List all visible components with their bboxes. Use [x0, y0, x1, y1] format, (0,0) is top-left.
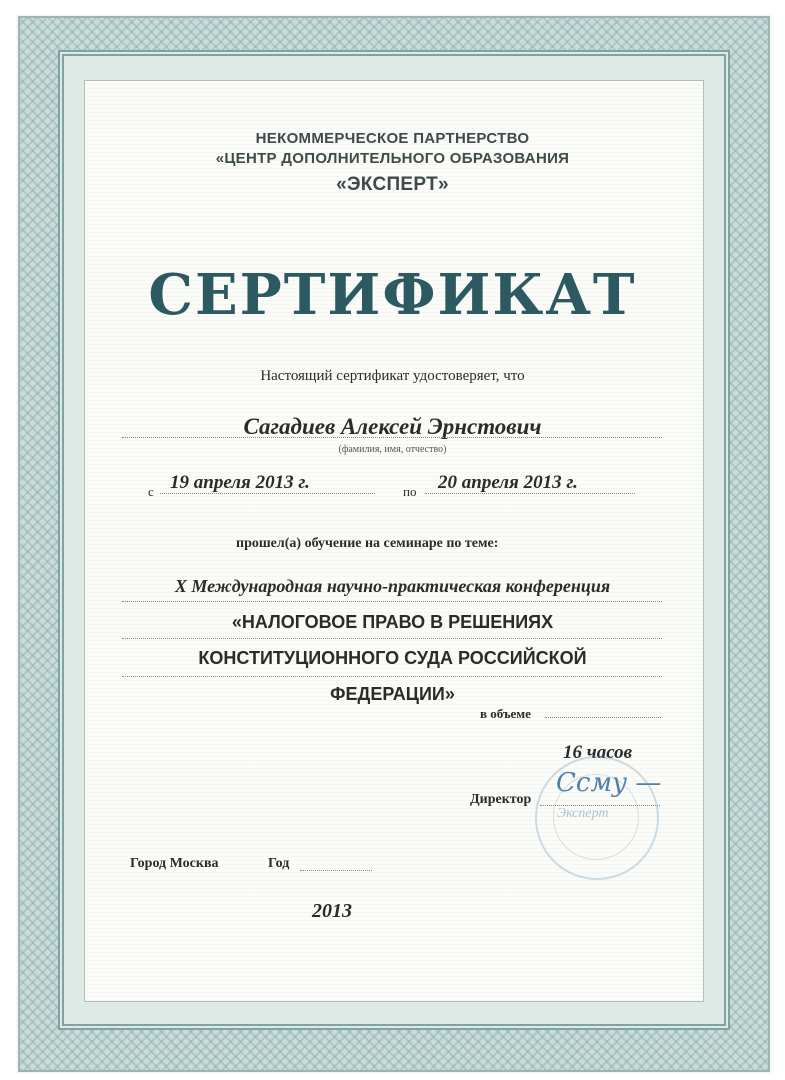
volume-label: в объеме: [480, 706, 531, 721]
director-label: Директор: [470, 792, 532, 807]
period-from-label: с: [148, 484, 154, 499]
name-underline: [122, 437, 662, 438]
volume-underline: [545, 717, 661, 718]
period-from-value: 19 апреля 2013 г.: [170, 472, 310, 493]
topic-line-2: «НАЛОГОВОЕ ПРАВО В РЕШЕНИЯХ: [231, 612, 554, 632]
year-value: 2013: [312, 900, 352, 922]
volume-value: 16 часов: [563, 742, 633, 763]
name-caption: (фамилия, имя, отчество): [338, 444, 447, 455]
topic-underline-3: [122, 676, 662, 677]
seminar-label: прошел(а) обучение на семинаре по теме:: [236, 536, 499, 551]
topic-line-1: X Международная научно-практическая конференция: [174, 576, 611, 596]
topic-underline-1: [122, 601, 662, 602]
period-from-underline: [160, 493, 375, 494]
period-to-value: 20 апреля 2013 г.: [438, 472, 578, 493]
intro-text: Настоящий сертификат удостоверяет, что: [260, 368, 525, 384]
topic-line-3: КОНСТИТУЦИОННОГО СУДА РОССИЙСКОЙ: [198, 648, 587, 668]
org-line-2: «ЦЕНТР ДОПОЛНИТЕЛЬНОГО ОБРАЗОВАНИЯ: [215, 150, 570, 167]
city-label: Город Москва: [130, 856, 219, 871]
director-underline: [540, 805, 660, 806]
org-line-1: НЕКОММЕРЧЕСКОЕ ПАРТНЕРСТВО: [255, 130, 530, 147]
topic-underline-2: [122, 638, 662, 639]
period-to-underline: [425, 493, 635, 494]
org-name: «ЭКСПЕРТ»: [336, 174, 449, 195]
year-label: Год: [268, 856, 290, 871]
stamp-text: Эксперт: [557, 806, 609, 821]
year-underline: [300, 870, 372, 871]
topic-line-4: ФЕДЕРАЦИИ»: [330, 684, 455, 704]
recipient-name: Сагадиев Алексей Эрнстович: [243, 414, 542, 439]
period-to-label: по: [403, 484, 417, 499]
director-signature: Ссму —: [556, 768, 662, 798]
certificate-title: СЕРТИФИКАТ: [148, 262, 637, 328]
